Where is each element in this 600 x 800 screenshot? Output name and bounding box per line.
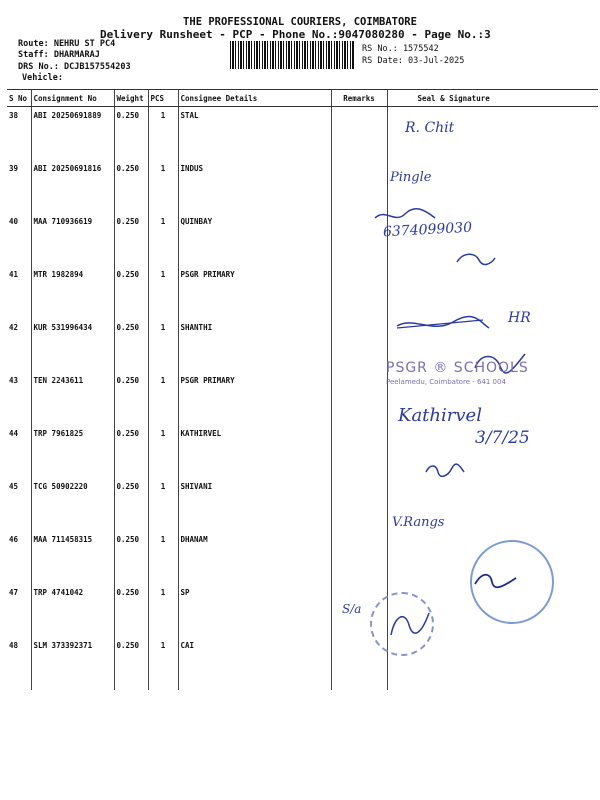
drs-number: DRS No.: DCJB157554203 bbox=[18, 62, 131, 72]
row-pcs: 1 bbox=[148, 160, 178, 213]
row-sno: 47 bbox=[9, 588, 19, 597]
row-sno: 45 bbox=[9, 482, 19, 491]
row-weight: 0.250 bbox=[114, 478, 148, 531]
row-pcs: 1 bbox=[148, 372, 178, 425]
col-pcs: PCS bbox=[148, 90, 178, 107]
signature-48-scribble bbox=[385, 605, 435, 645]
row-consignee: KATHIRVEL bbox=[178, 425, 331, 478]
row-sno: 39 bbox=[9, 164, 19, 173]
row-consignee: SHANTHI bbox=[178, 319, 331, 372]
row-weight: 0.250 bbox=[114, 372, 148, 425]
signature-42-scribble bbox=[393, 314, 493, 336]
row-pcs: 1 bbox=[148, 213, 178, 266]
row-sno: 41 bbox=[9, 270, 19, 279]
row-consignment: SLM 373392371 bbox=[31, 637, 114, 690]
row-consignee: PSGR PRIMARY bbox=[178, 266, 331, 319]
row-remarks bbox=[331, 319, 387, 372]
row-weight: 0.250 bbox=[114, 107, 148, 161]
row-consignee: SHIVANI bbox=[178, 478, 331, 531]
signature-47-scribble bbox=[470, 568, 520, 590]
signature-42: HR bbox=[508, 310, 531, 326]
row-consignment: MAA 710936619 bbox=[31, 213, 114, 266]
barcode bbox=[230, 41, 355, 69]
row-remarks bbox=[331, 531, 387, 584]
row-weight: 0.250 bbox=[114, 637, 148, 690]
row-consignee: DHANAM bbox=[178, 531, 331, 584]
row-consignee: PSGR PRIMARY bbox=[178, 372, 331, 425]
table-header-row bbox=[7, 90, 598, 107]
col-remarks: Remarks bbox=[331, 90, 387, 107]
row-weight: 0.250 bbox=[114, 531, 148, 584]
stamp-address: Peelamedu, Coimbatore - 641 004 bbox=[386, 378, 506, 386]
table-row bbox=[7, 478, 598, 531]
signature-41-scribble bbox=[453, 250, 498, 268]
rs-date: RS Date: 03-Jul-2025 bbox=[362, 56, 465, 66]
row-weight: 0.250 bbox=[114, 213, 148, 266]
row-weight: 0.250 bbox=[114, 160, 148, 213]
row-sno: 46 bbox=[9, 535, 19, 544]
table-row bbox=[7, 107, 598, 161]
row-consignment: KUR 531996434 bbox=[31, 319, 114, 372]
row-pcs: 1 bbox=[148, 478, 178, 531]
signature-46: V.Rangs bbox=[392, 515, 445, 530]
row-remarks bbox=[331, 107, 387, 161]
row-consignee: INDUS bbox=[178, 160, 331, 213]
row-consignment: TCG 50902220 bbox=[31, 478, 114, 531]
col-consignee: Consignee Details bbox=[178, 90, 331, 107]
row-consignment: TRP 7961825 bbox=[31, 425, 114, 478]
row-weight: 0.250 bbox=[114, 425, 148, 478]
row-weight: 0.250 bbox=[114, 584, 148, 637]
col-signature: Seal & Signature bbox=[387, 90, 598, 107]
row-remarks bbox=[331, 425, 387, 478]
page-title: THE PROFESSIONAL COURIERS, COIMBATORE bbox=[183, 16, 417, 28]
row-sno: 43 bbox=[9, 376, 19, 385]
signature-39: Pingle bbox=[390, 170, 432, 185]
row-pcs: 1 bbox=[148, 584, 178, 637]
row-pcs: 1 bbox=[148, 425, 178, 478]
row-weight: 0.250 bbox=[114, 266, 148, 319]
remark-48: S/a bbox=[342, 602, 362, 616]
row-consignee: SP bbox=[178, 584, 331, 637]
table-row bbox=[7, 213, 598, 266]
signature-40-phone: 6374099030 bbox=[382, 219, 473, 241]
runsheet-subtitle: Delivery Runsheet - PCP - Phone No.:9047080280 - Page No.:3 bbox=[100, 28, 491, 41]
row-remarks bbox=[331, 372, 387, 425]
stamp-name: PSGR ® SCHOOLS bbox=[386, 360, 529, 376]
table-row bbox=[7, 637, 598, 690]
row-consignment: MTR 1982894 bbox=[31, 266, 114, 319]
row-signature bbox=[387, 266, 598, 319]
row-sno: 44 bbox=[9, 429, 19, 438]
row-consignment: TRP 4741042 bbox=[31, 584, 114, 637]
staff-label: Staff: DHARMARAJ bbox=[18, 50, 100, 60]
route-label: Route: NEHRU ST PC4 bbox=[18, 39, 116, 49]
row-consignee: CAI bbox=[178, 637, 331, 690]
row-consignee: STAL bbox=[178, 107, 331, 161]
signature-38: R. Chit bbox=[405, 120, 455, 136]
row-remarks bbox=[331, 266, 387, 319]
school-stamp bbox=[386, 360, 529, 386]
col-weight: Weight bbox=[114, 90, 148, 107]
row-remarks bbox=[331, 478, 387, 531]
col-sno: S No bbox=[7, 90, 31, 107]
row-consignment: ABI 20250691889 bbox=[31, 107, 114, 161]
signature-44-date: 3/7/25 bbox=[475, 428, 530, 448]
col-consignment: Consignment No bbox=[31, 90, 114, 107]
signature-44: Kathirvel bbox=[398, 405, 482, 426]
row-sno: 40 bbox=[9, 217, 19, 226]
rs-number: RS No.: 1575542 bbox=[362, 44, 439, 54]
row-pcs: 1 bbox=[148, 531, 178, 584]
row-weight: 0.250 bbox=[114, 319, 148, 372]
table-row bbox=[7, 160, 598, 213]
row-pcs: 1 bbox=[148, 637, 178, 690]
row-sno: 48 bbox=[9, 641, 19, 650]
row-sno: 38 bbox=[9, 111, 19, 120]
vehicle-label: Vehicle: bbox=[22, 73, 63, 83]
row-pcs: 1 bbox=[148, 319, 178, 372]
row-sno: 42 bbox=[9, 323, 19, 332]
row-consignment: MAA 711458315 bbox=[31, 531, 114, 584]
row-pcs: 1 bbox=[148, 107, 178, 161]
signature-40-scribble bbox=[370, 206, 440, 224]
row-consignment: ABI 20250691816 bbox=[31, 160, 114, 213]
row-pcs: 1 bbox=[148, 266, 178, 319]
signature-45-scribble bbox=[422, 460, 467, 480]
row-consignment: TEN 2243611 bbox=[31, 372, 114, 425]
row-consignee: QUINBAY bbox=[178, 213, 331, 266]
